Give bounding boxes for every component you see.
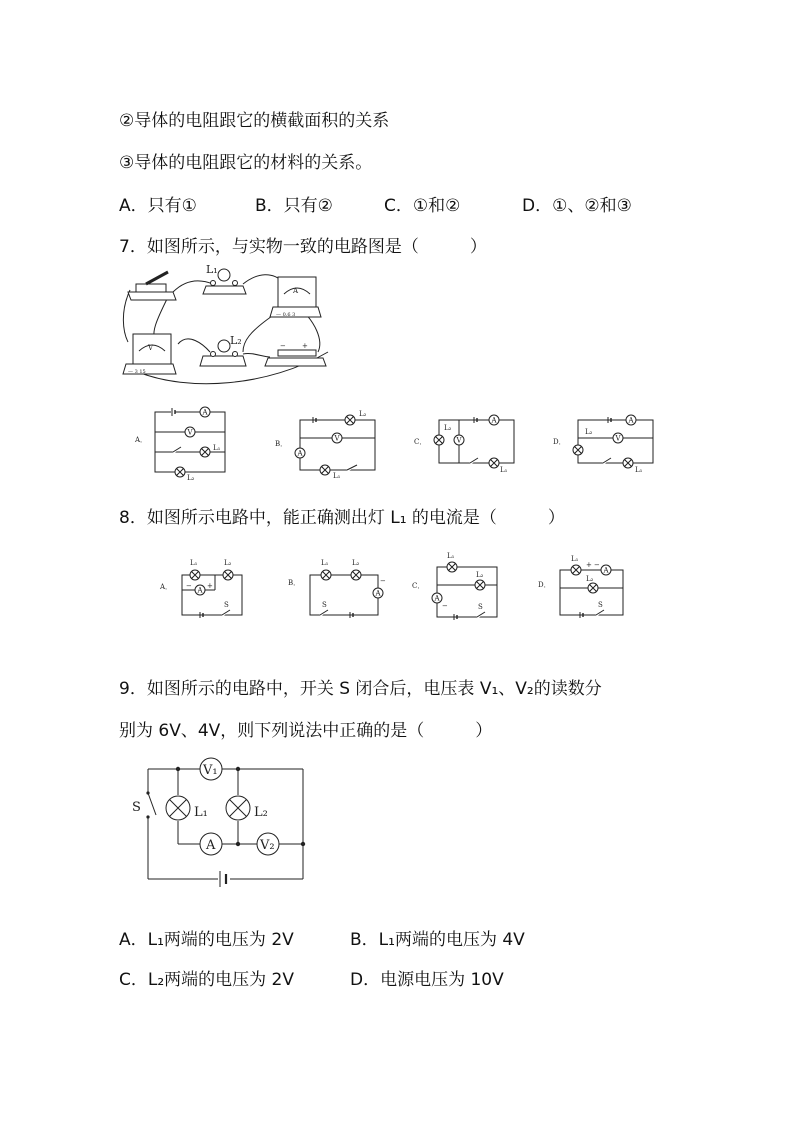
switch-photo (128, 272, 176, 300)
q7-choice-c-letter: C． (414, 438, 427, 446)
q9-option-d: D．电源电压为 10V (350, 970, 504, 990)
q8d-l2-label: L₂ (586, 575, 594, 583)
q9-ammeter-label: A (206, 838, 216, 853)
q7-choice-a-letter: A． (135, 436, 148, 444)
q6-item-3: ③导体的电阻跟它的材料的关系。 (119, 153, 373, 173)
q9-circuit-diagram (128, 755, 313, 890)
q7a-l2-label: L₂ (187, 474, 195, 482)
q9-stem-line1: 9．如图所示的电路中，开关 S 闭合后，电压表 V₁、V₂的读数分 (119, 679, 602, 699)
q7-choice-d-letter: D． (553, 438, 566, 446)
voltmeter-photo (123, 334, 176, 375)
q8b-minus: − (380, 577, 386, 585)
q8-choice-c-letter: C． (412, 582, 425, 590)
q7-stem: 7．如图所示，与实物一致的电路图是（ ） (119, 237, 487, 257)
q9-stem-line2: 别为 6V、4V，则下列说法中正确的是（ ） (119, 721, 493, 741)
q7b-l1-label: L₁ (333, 472, 341, 480)
q9-option-c: C．L₂两端的电压为 2V (119, 970, 295, 990)
ammeter-photo (270, 277, 321, 318)
q8a-switch-label: S (224, 601, 229, 609)
q7a-l1-label: L₁ (213, 444, 221, 452)
q7b-l2-label: L₂ (359, 410, 367, 418)
q7a-ammeter-label: A (202, 408, 208, 417)
q7b-ammeter-label: A (297, 449, 303, 458)
q7c-ammeter-label: A (491, 416, 497, 425)
q8b-l2-label: L₂ (352, 559, 360, 567)
ammeter-scale: — 0.6 3 (276, 312, 296, 318)
q7c-voltmeter-label: V (456, 436, 462, 445)
q8-choice-a-letter: A． (160, 583, 173, 591)
lamp1-photo (203, 263, 246, 294)
q6-option-a: A．只有① (119, 196, 197, 216)
battery-minus: − (280, 342, 286, 350)
q9-option-b: B．L₁两端的电压为 4V (350, 930, 525, 950)
q7d-l1-label: L₁ (635, 466, 643, 474)
q7-choice-c-diagram (414, 408, 524, 480)
q8a-ammeter-label: A (197, 586, 203, 595)
q7b-voltmeter-label: V (334, 434, 340, 443)
battery-photo (265, 342, 326, 366)
q8c-ammeter-label: A (434, 594, 440, 603)
q8a-l1-label: L₁ (190, 559, 198, 567)
q7-choice-d-diagram (553, 408, 663, 480)
voltmeter-scale: — 3 15 (128, 369, 146, 375)
q7c-l2-label: L₂ (444, 424, 452, 432)
q9-l2-label: L₂ (254, 805, 268, 820)
voltmeter-label: V (148, 344, 154, 352)
q8d-minus: − (594, 561, 600, 569)
q8c-l1-label: L₁ (447, 552, 455, 560)
q7-physical-circuit-photo (118, 262, 338, 387)
q8-choice-a-diagram (160, 555, 250, 625)
q8-stem: 8．如图所示电路中，能正确测出灯 L₁ 的电流是（ ） (119, 508, 565, 528)
q6-option-d: D．①、②和③ (522, 196, 632, 216)
q8b-l1-label: L₁ (321, 559, 329, 567)
q7-choice-a-diagram (135, 402, 235, 480)
q9-l1-label: L₁ (194, 805, 208, 820)
q7-choice-b-letter: B． (275, 440, 288, 448)
q8d-switch-label: S (598, 601, 603, 609)
q8-choice-b-diagram (288, 555, 388, 625)
q9-option-a: A．L₁两端的电压为 2V (119, 930, 294, 950)
q8-choice-c-diagram (412, 550, 512, 625)
q6-option-b: B．只有② (255, 196, 333, 216)
q8a-minus: − (186, 582, 192, 590)
q8-choice-d-diagram (538, 553, 638, 625)
q7-choice-b-diagram (275, 408, 385, 480)
lamp2-photo (200, 334, 246, 366)
q8d-ammeter-label: A (603, 566, 609, 575)
q8c-minus: − (442, 602, 448, 610)
battery-plus: + (302, 342, 308, 350)
q8b-switch-label: S (322, 601, 327, 609)
q8-choice-d-letter: D． (538, 581, 551, 589)
q7d-ammeter-label: A (628, 416, 634, 425)
q8b-ammeter-label: A (375, 589, 381, 598)
q7c-l1-label: L₁ (500, 466, 508, 474)
q9-v1-label: V₁ (203, 763, 218, 778)
q8a-plus: + (207, 582, 213, 590)
q8c-l2-label: L₂ (476, 571, 484, 579)
lamp2-label: L₂ (230, 334, 242, 347)
q8d-l1-label: L₁ (571, 555, 579, 563)
q9-v2-label: V₂ (260, 838, 275, 853)
q8-choice-b-letter: B． (288, 579, 301, 587)
q9-switch-label: S (132, 800, 141, 815)
q6-item-2: ②导体的电阻跟它的横截面积的关系 (119, 111, 390, 131)
q7a-voltmeter-label: V (187, 428, 193, 437)
q7d-l2-label: L₂ (585, 428, 593, 436)
lamp1-label: L₁ (206, 263, 218, 276)
q6-option-c: C．①和② (384, 196, 461, 216)
q7d-voltmeter-label: V (615, 434, 621, 443)
ammeter-label: A (293, 287, 299, 295)
q8d-plus: + (586, 561, 592, 569)
q8c-switch-label: S (478, 603, 483, 611)
q8a-l2-label: L₂ (224, 559, 232, 567)
